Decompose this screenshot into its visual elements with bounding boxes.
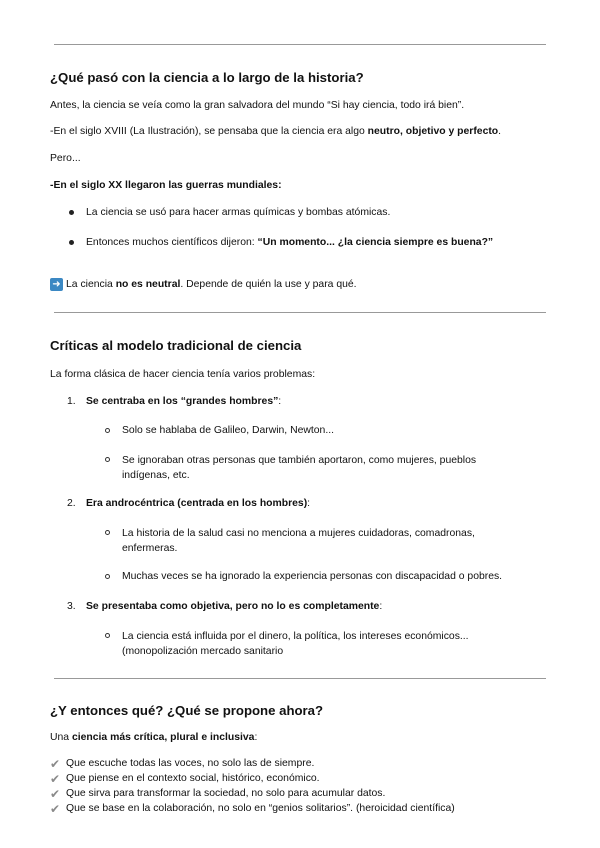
xviii-paragraph: [50, 126, 501, 137]
xx-heading: -En el siglo XX llegaron las guerras mundiales:: [50, 180, 282, 191]
bullet2-bold: “Un momento... ¿la ciencia siempre es buena?”: [257, 237, 494, 248]
sub-item: La ciencia está influida por el dinero, la política, los intereses económicos... (monopolización mercado sanitario: [122, 631, 469, 657]
bullet-dot: [69, 240, 74, 245]
conclusion-suffix: . Depende de quién la use y para qué.: [180, 279, 357, 290]
list-item-2-title: [86, 498, 310, 509]
section3-intro: [50, 732, 257, 743]
bullet-item-1: La ciencia se usó para hacer armas químicas y bombas atómicas.: [86, 207, 391, 218]
sub-item: Solo se hablaba de Galileo, Darwin, Newton...: [122, 425, 334, 436]
circle-bullet-icon: [105, 530, 110, 535]
sub-item: Muchas veces se ha ignorado la experiencia personas con discapacidad o pobres.: [122, 571, 503, 582]
bullet-item-2: [86, 237, 493, 248]
xviii-bold: neutro, objetivo y perfecto: [367, 126, 499, 137]
list-item-1-title: [86, 396, 281, 407]
check-item: Que se base en la colaboración, no solo en “genios solitarios”. (heroicidad científica): [66, 803, 455, 814]
right-arrow-icon: ➜: [50, 278, 63, 291]
conclusion-prefix: La ciencia: [66, 279, 116, 290]
divider-2: [54, 312, 546, 313]
check-mark-icon: ✔: [50, 757, 61, 771]
check-mark-icon: ✔: [50, 772, 61, 786]
divider-3: [54, 678, 546, 679]
sub-item: La historia de la salud casi no menciona a mujeres cuidadoras, comadronas, enfermeras.: [122, 528, 475, 554]
list-item-suffix: :: [379, 601, 383, 612]
check-item: Que escuche todas las voces, no solo las de siempre.: [66, 758, 315, 769]
section2-intro: La forma clásica de hacer ciencia tenía varios problemas:: [50, 369, 316, 380]
sub-item: Se ignoraban otras personas que también aportaron, como mujeres, pueblos indígenas, etc.: [122, 455, 477, 481]
intro-bold: ciencia más crítica, plural e inclusiva: [71, 732, 255, 743]
intro-prefix: Una: [50, 732, 72, 743]
bullet2-prefix: Entonces muchos científicos dijeron:: [86, 237, 258, 248]
circle-bullet-icon: [105, 428, 110, 433]
top-divider: [54, 44, 546, 45]
section2-heading: Críticas al modelo tradicional de ciencia: [50, 338, 302, 353]
intro-suffix: :: [254, 732, 258, 743]
pero-text: Pero...: [50, 153, 81, 164]
conclusion-bold: no es neutral: [115, 279, 181, 290]
bullet-dot: [69, 210, 74, 215]
check-item: Que piense en el contexto social, histórico, económico.: [66, 773, 320, 784]
circle-bullet-icon: [105, 457, 110, 462]
list-item-title-bold: Se centraba en los “grandes hombres”: [86, 396, 279, 407]
list-item-suffix: :: [307, 498, 311, 509]
list-number: 2.: [67, 498, 76, 509]
conclusion-text: [66, 279, 357, 290]
xviii-suffix: .: [498, 126, 502, 137]
circle-bullet-icon: [105, 574, 110, 579]
list-number: 1.: [67, 396, 76, 407]
check-item: Que sirva para transformar la sociedad, no solo para acumular datos.: [66, 788, 386, 799]
list-number: 3.: [67, 601, 76, 612]
list-item-title-bold: Se presentaba como objetiva, pero no lo es completamente: [86, 601, 380, 612]
list-item-3-title: [86, 601, 382, 612]
list-item-title-bold: Era androcéntrica (centrada en los hombres): [86, 498, 308, 509]
section3-heading: ¿Y entonces qué? ¿Qué se propone ahora?: [50, 703, 324, 718]
list-item-suffix: :: [278, 396, 282, 407]
xviii-prefix: -En el siglo XVIII (La Ilustración), se pensaba que la ciencia era algo: [50, 126, 368, 137]
check-mark-icon: ✔: [50, 802, 61, 816]
section1-intro: Antes, la ciencia se veía como la gran salvadora del mundo “Si hay ciencia, todo irá bien”.: [50, 100, 465, 111]
check-mark-icon: ✔: [50, 787, 61, 801]
section1-heading: ¿Qué pasó con la ciencia a lo largo de la historia?: [50, 70, 364, 85]
circle-bullet-icon: [105, 633, 110, 638]
